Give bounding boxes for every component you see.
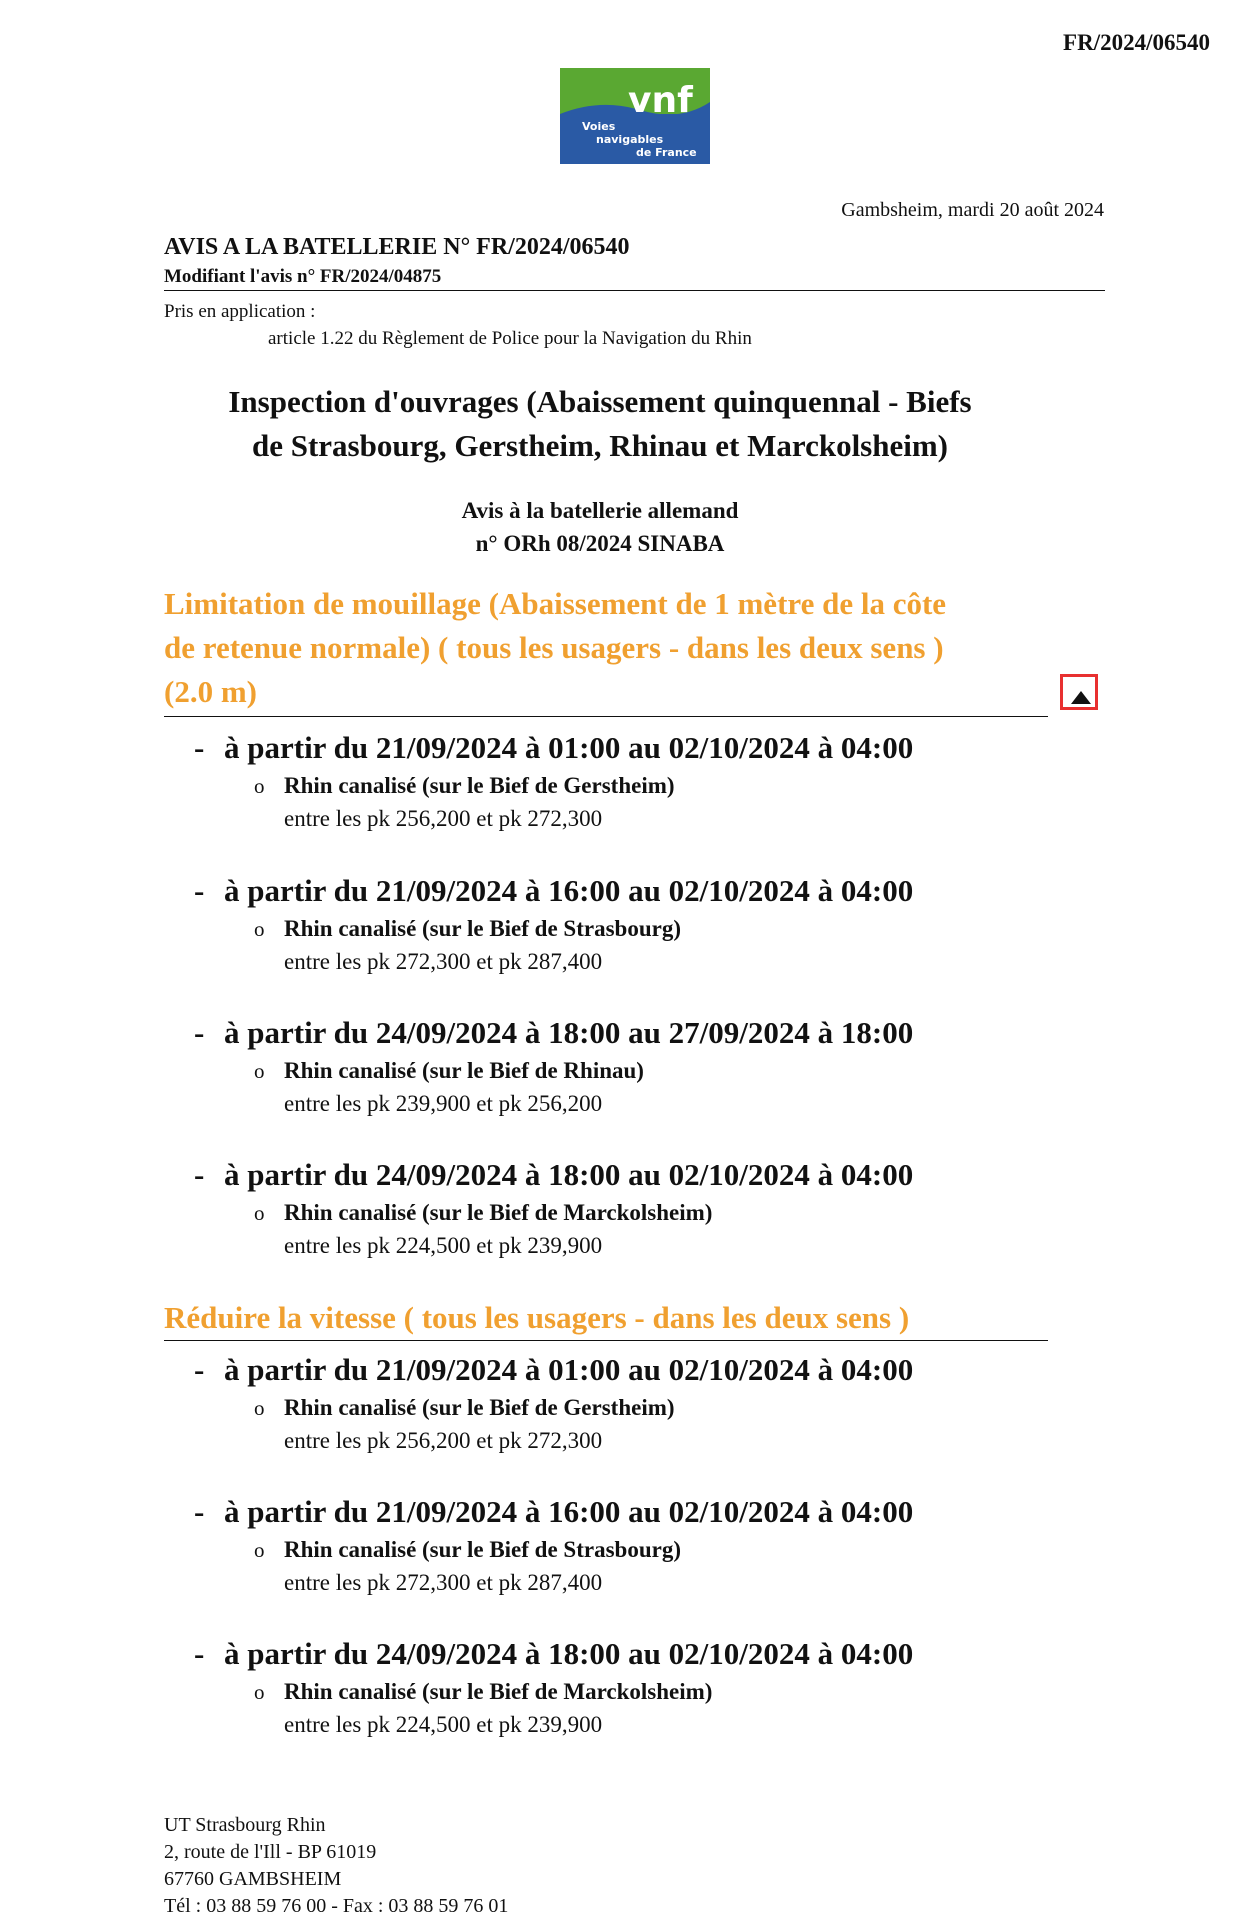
pk-range: entre les pk 272,300 et pk 287,400 [284,1570,603,1595]
period [194,1013,1094,1053]
period [194,871,1094,911]
period [194,1155,1094,1195]
period-text: à partir du 21/09/2024 à 01:00 au 02/10/2024 à 04:00 [224,730,914,765]
german-notice-line-1: Avis à la batellerie allemand [461,498,739,523]
section-divider [164,716,1048,717]
page-title [200,380,1000,468]
period-text: à partir du 24/09/2024 à 18:00 au 02/10/2024 à 04:00 [224,1157,914,1192]
location [254,1055,1094,1087]
period [194,1634,1094,1674]
dash: - [194,1157,205,1192]
location [254,1534,1094,1566]
section-divider [164,1340,1048,1341]
bullet: o [254,1396,265,1420]
location [254,913,1094,945]
location-text: Rhin canalisé (sur le Bief de Marckolsheim) [284,1200,713,1225]
pk-range: entre les pk 272,300 et pk 287,400 [284,949,603,974]
article-reference: article 1.22 du Règlement de Police pour la Navigation du Rhin [268,328,752,349]
location-text: Rhin canalisé (sur le Bief de Rhinau) [284,1058,644,1083]
footer-line: Tél : 03 88 59 76 00 - Fax : 03 88 59 76 01 [164,1895,509,1917]
dash: - [194,1494,205,1529]
bullet: o [254,917,265,941]
dash: - [194,873,205,908]
location-text: Rhin canalisé (sur le Bief de Strasbourg) [284,916,681,941]
period-text: à partir du 21/09/2024 à 16:00 au 02/10/2024 à 04:00 [224,1494,914,1529]
german-notice-line-2: n° ORh 08/2024 SINABA [475,531,725,556]
bullet: o [254,1680,265,1704]
period-text: à partir du 24/09/2024 à 18:00 au 27/09/2024 à 18:00 [224,1015,914,1050]
period [194,1350,1094,1390]
section-heading-mouillage [164,582,1044,714]
page-title-line-2: de Strasbourg, Gerstheim, Rhinau et Marckolsheim) [251,428,949,463]
pk-range: entre les pk 256,200 et pk 272,300 [284,806,603,831]
location-text: Rhin canalisé (sur le Bief de Gerstheim) [284,1395,675,1420]
bullet: o [254,774,265,798]
logo-tagline-1: Voies [582,120,616,133]
restriction-entry [194,728,1094,836]
period [194,728,1094,768]
logo-brand-text: vnf [628,80,693,121]
avis-title: AVIS A LA BATELLERIE N° FR/2024/06540 [164,234,630,260]
section-heading-line: (2.0 m) [164,674,257,709]
location [254,1392,1094,1424]
footer-line: UT Strasbourg Rhin [164,1814,326,1836]
pk-range: entre les pk 256,200 et pk 272,300 [284,1428,603,1453]
bullet: o [254,1201,265,1225]
period-text: à partir du 21/09/2024 à 01:00 au 02/10/2024 à 04:00 [224,1352,914,1387]
location [254,1197,1094,1229]
period [194,1492,1094,1532]
section-heading-vitesse [164,1296,1044,1340]
date-line: Gambsheim, mardi 20 août 2024 [841,199,1104,221]
bullet: o [254,1059,265,1083]
logo-tagline-2: navigables [596,133,664,146]
collapse-section-button[interactable] [1060,674,1098,710]
location-text: Rhin canalisé (sur le Bief de Strasbourg) [284,1537,681,1562]
page-title-line-1: Inspection d'ouvrages (Abaissement quinquennal - Biefs [228,384,972,419]
vnf-logo [560,68,710,164]
restriction-entry [194,871,1094,979]
section-heading-line: Réduire la vitesse ( tous les usagers - dans les deux sens ) [164,1300,910,1335]
document-reference: FR/2024/06540 [1063,30,1210,55]
period-text: à partir du 21/09/2024 à 16:00 au 02/10/2024 à 04:00 [224,873,914,908]
bullet: o [254,1538,265,1562]
restriction-entry [194,1634,1094,1742]
location-text: Rhin canalisé (sur le Bief de Gerstheim) [284,773,675,798]
section-heading-line: de retenue normale) ( tous les usagers - dans les deux sens ) [164,630,944,665]
restriction-entry [194,1350,1094,1458]
location-text: Rhin canalisé (sur le Bief de Marckolsheim) [284,1679,713,1704]
pk-range: entre les pk 224,500 et pk 239,900 [284,1233,603,1258]
pris-en-application-label: Pris en application : [164,301,316,322]
pk-range: entre les pk 239,900 et pk 256,200 [284,1091,603,1116]
header-divider [164,290,1105,291]
logo-tagline-3: de France [636,146,697,159]
dash: - [194,1636,205,1671]
pk-range: entre les pk 224,500 et pk 239,900 [284,1712,603,1737]
german-notice-reference [330,494,870,560]
restriction-entry [194,1013,1094,1121]
footer-line: 2, route de l'Ill - BP 61019 [164,1841,377,1863]
collapse-triangle-icon [1071,691,1091,704]
section-heading-line: Limitation de mouillage (Abaissement de 1 mètre de la côte [164,586,947,621]
restriction-entry [194,1155,1094,1263]
footer-address [164,1812,508,1920]
location [254,770,1094,802]
restriction-entry [194,1492,1094,1600]
location [254,1676,1094,1708]
dash: - [194,730,205,765]
modifiant-line: Modifiant l'avis n° FR/2024/04875 [164,266,442,287]
dash: - [194,1015,205,1050]
dash: - [194,1352,205,1387]
footer-line: 67760 GAMBSHEIM [164,1868,342,1890]
period-text: à partir du 24/09/2024 à 18:00 au 02/10/2024 à 04:00 [224,1636,914,1671]
